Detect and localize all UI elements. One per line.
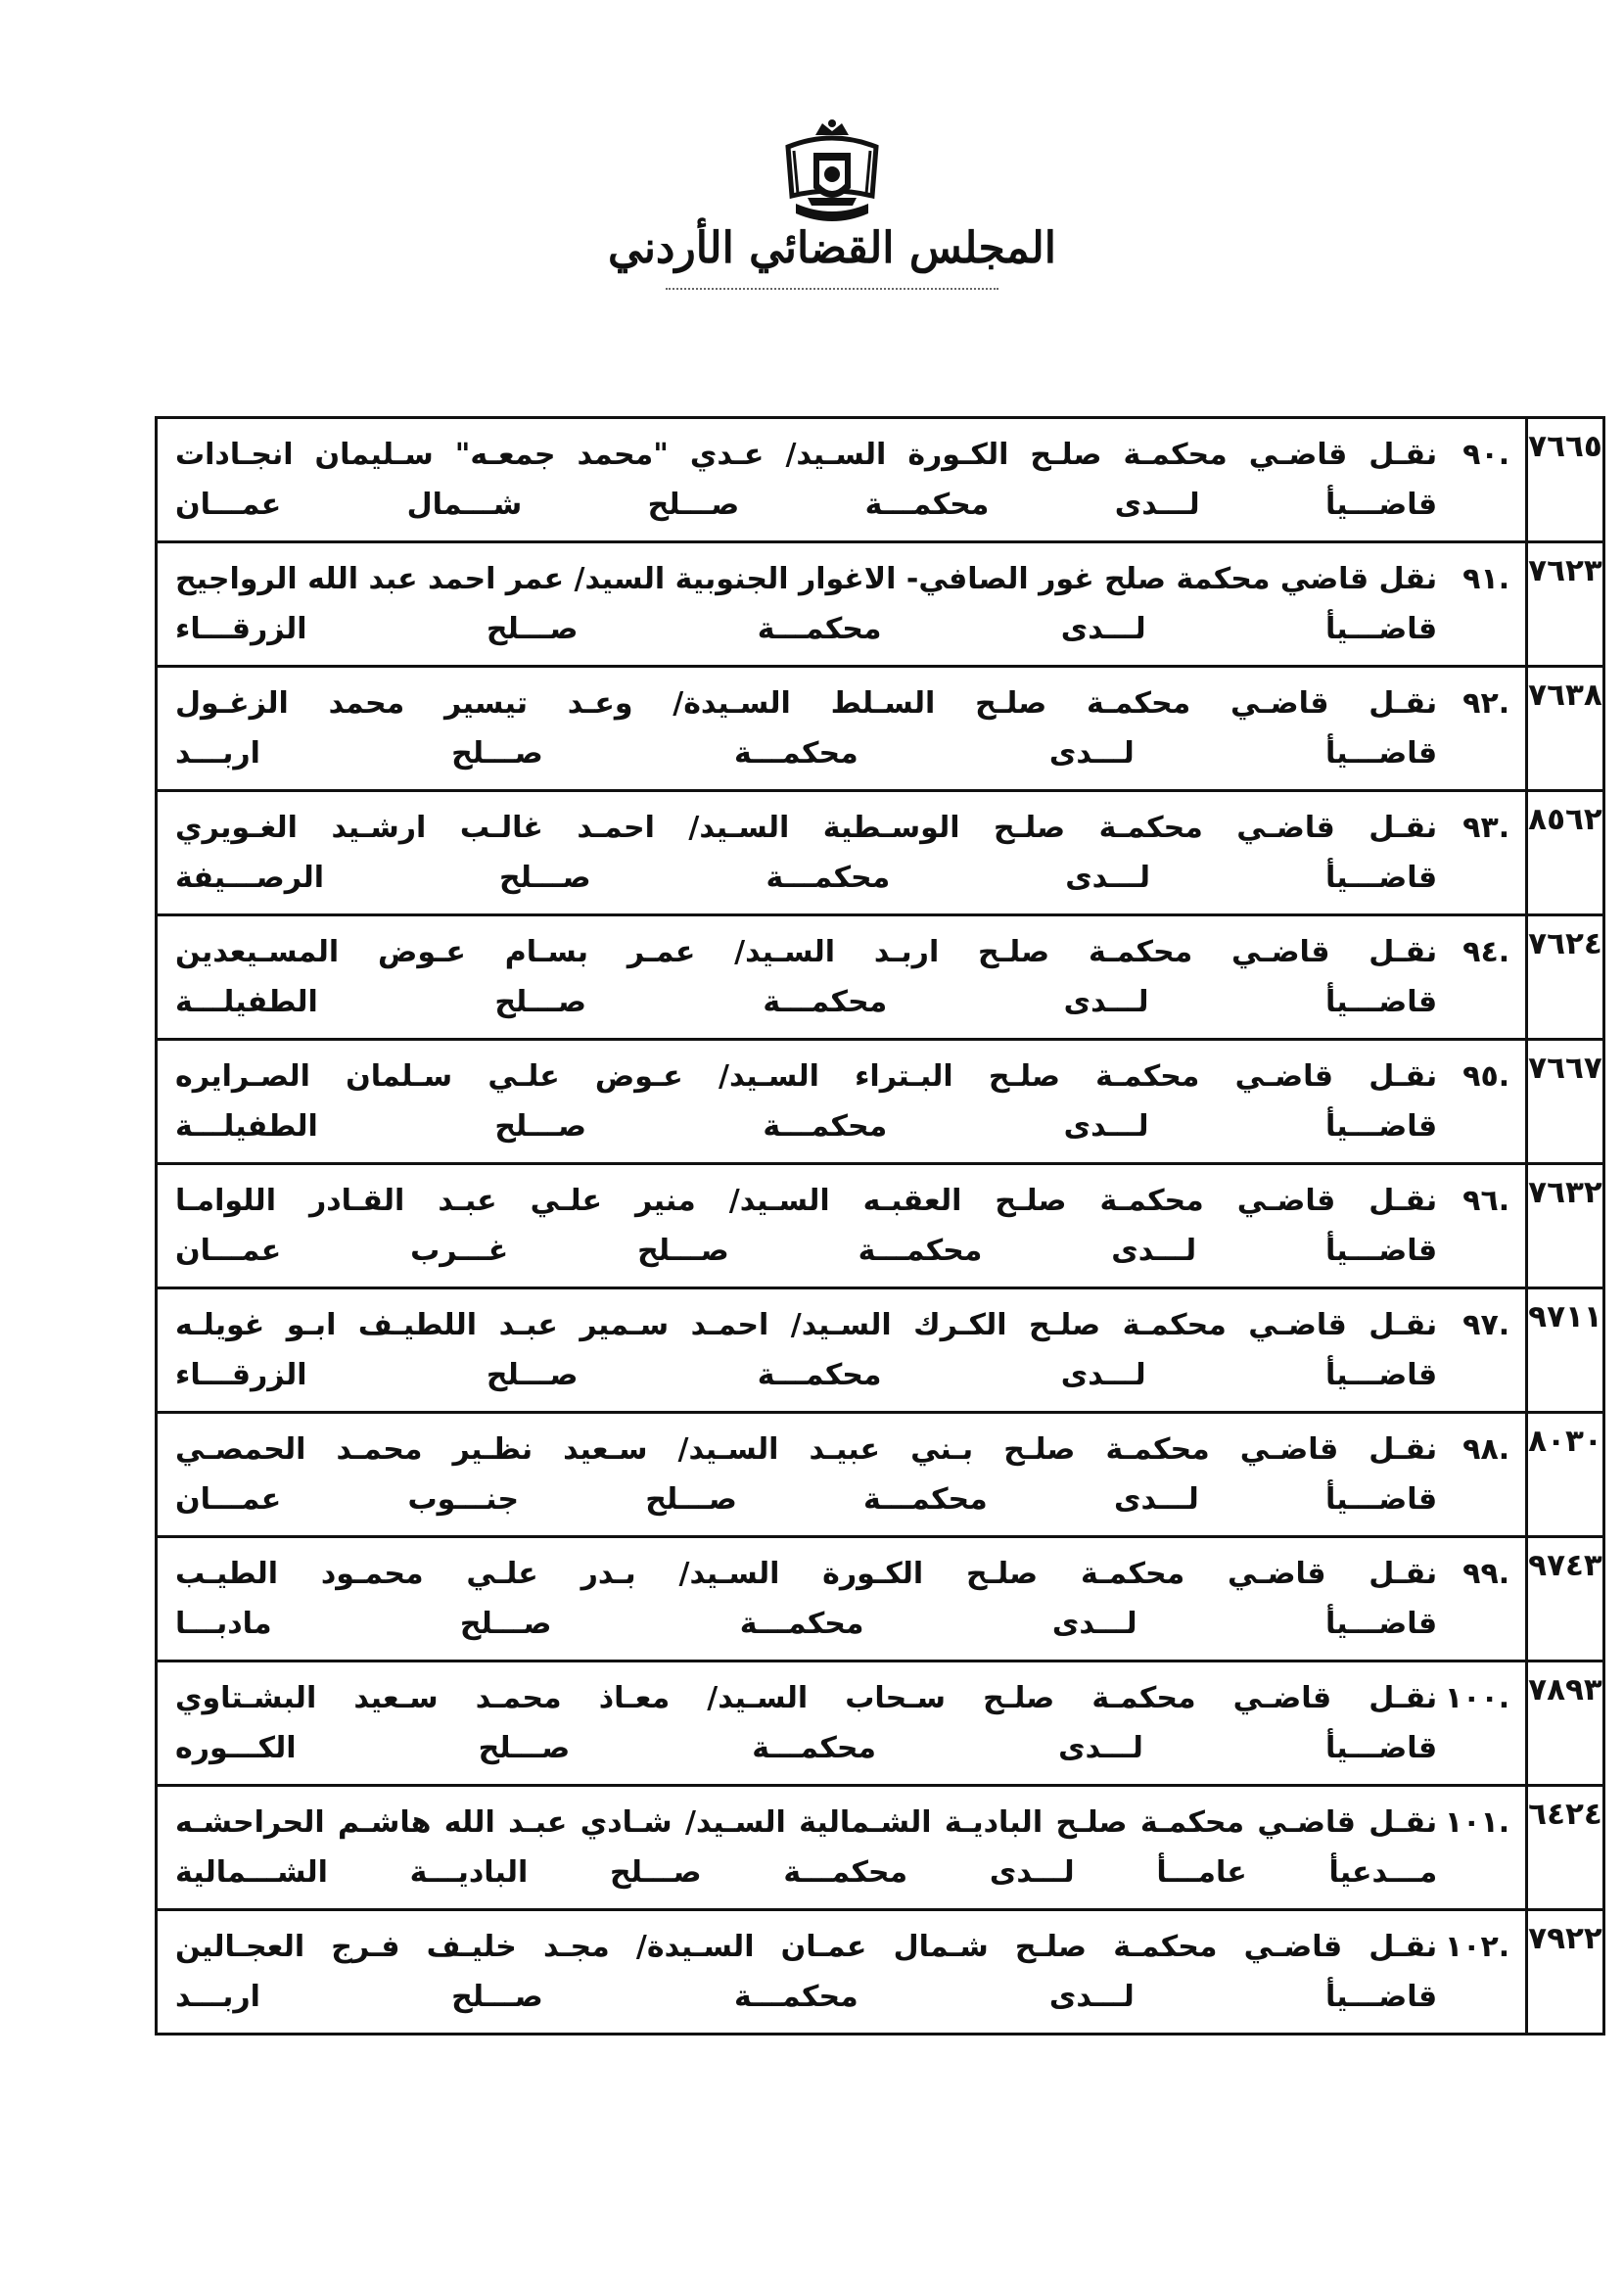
item-number: .٩٠: [1462, 438, 1510, 472]
decision-line: [175, 804, 1509, 853]
file-number-cell: ٨٥٦٢: [1527, 791, 1604, 915]
decision-line: [175, 928, 1509, 977]
file-number-cell: ٩٧٤٣: [1527, 1537, 1604, 1661]
decision-cell: [157, 418, 1527, 542]
new-position-text: قاضـــيأ لـــدى محكمـــة صـــلح اربـــد: [175, 736, 1438, 771]
file-number-cell: ٧٦٦٧: [1527, 1040, 1604, 1164]
decision-cell: [157, 667, 1527, 791]
table-row: [157, 1910, 1604, 2035]
decision-line: [175, 1177, 1509, 1226]
organization-name: المجلس القضائي الأردني: [608, 223, 1056, 273]
decision-cell: [157, 1786, 1527, 1910]
table-row: [157, 1288, 1604, 1413]
table-row: [157, 418, 1604, 542]
transfer-text: نقـل قاضـي محكمـة صلـح البـتراء السـيد/ عـوض علـي سـلمان الصـرايره: [175, 1059, 1438, 1094]
letterhead: [607, 108, 1057, 313]
item-number: .٩٤: [1462, 935, 1510, 969]
item-number: .٩٦: [1462, 1184, 1510, 1218]
item-number: .١٠١: [1444, 1805, 1510, 1840]
decision-line: [175, 1799, 1509, 1848]
item-number: .١٠٠: [1444, 1681, 1510, 1715]
file-number-cell: ٧٦٣٨: [1527, 667, 1604, 791]
new-position-text: قاضـــيأ لـــدى محكمـــة صـــلح الرصـــيفة: [175, 861, 1438, 895]
transfer-text: نقـل قاضـي محكمـة صلـح العقبـه السـيد/ منير علـي عبـد القـادر اللوامـا: [175, 1184, 1438, 1218]
new-position-text: قاضـــيأ لـــدى محكمـــة صـــلح جنـــوب عمـــان: [175, 1482, 1438, 1517]
file-number-cell: ٨٠٣٠: [1527, 1413, 1604, 1537]
decision-line: [175, 1301, 1509, 1350]
decision-cell: [157, 1164, 1527, 1288]
table-row: [157, 542, 1604, 667]
transfer-text: نقل قاضي محكمة صلح غور الصافي- الاغوار الجنوبية السيد/ عمر احمد عبد الله الرواجيح: [175, 562, 1438, 596]
transfer-text: نقـل قاضـي محكمـة صلـح شـمال عمـان السـيدة/ مجـد خليـف فـرج العجـالين: [175, 1930, 1438, 1964]
table-row: [157, 1040, 1604, 1164]
table-row: [157, 791, 1604, 915]
decision-cell: [157, 791, 1527, 915]
transfer-text: نقـل قاضـي محكمـة صلـح اربـد السـيد/ عمـر بسـام عـوض المسـيعدين: [175, 935, 1438, 969]
table-row: [157, 1786, 1604, 1910]
decision-line: [175, 1550, 1509, 1599]
letterhead-rule: [666, 288, 998, 290]
decision-line: [175, 1674, 1509, 1723]
file-number-cell: ٧٦٢٤: [1527, 915, 1604, 1040]
table-row: [157, 1537, 1604, 1661]
new-position-text: قاضـــيأ لـــدى محكمـــة صـــلح الزرقـــاء: [175, 612, 1438, 646]
item-number: .٩١: [1462, 562, 1510, 596]
coat-of-arms-emblem: [778, 117, 886, 230]
new-position-text: قاضـــيأ لـــدى محكمـــة صـــلح مادبـــا: [175, 1607, 1438, 1641]
item-number: .١٠٢: [1444, 1930, 1510, 1964]
item-number: .٩٩: [1462, 1557, 1510, 1591]
new-position-text: قاضـــيأ لـــدى محكمـــة صـــلح شـــمال عمـــان: [175, 488, 1438, 522]
transfer-text: نقـل قاضـي محكمـة صلـح الكـورة السـيد/ عـدي "محمد جمعـه" سـليمان انجـادات: [175, 438, 1438, 472]
decision-line: [175, 431, 1509, 480]
transfer-text: نقـل قاضـي محكمـة صلـح الباديـة الشـمالية السـيد/ شـادي عبـد الله هاشـم الحراحشـه: [175, 1805, 1438, 1840]
table-row: [157, 667, 1604, 791]
transfer-text: نقـل قاضـي محكمـة صلـح الكـرك السـيد/ احمـد سـمير عبـد اللطيـف ابـو غويلـه: [175, 1308, 1438, 1342]
transfer-text: نقـل قاضـي محكمـة صلـح الوسـطية السـيد/ احمـد غالـب ارشـيد الغـويري: [175, 811, 1438, 845]
transfer-text: نقـل قاضـي محكمـة صلـح بـني عبيـد السـيد/ سـعيد نظـير محمـد الحمصـي: [175, 1432, 1438, 1467]
file-number-cell: ٧٦٣٢: [1527, 1164, 1604, 1288]
decision-cell: [157, 1910, 1527, 2035]
new-position-text: مـــدعيأ عامـــأ لـــدى محكمـــة صـــلح الباديـــة الشـــمالية: [175, 1855, 1438, 1890]
file-number-cell: ٧٦٢٣: [1527, 542, 1604, 667]
transfer-text: نقـل قاضـي محكمـة صلـح الكـورة السـيد/ بـدر علـي محمـود الطيـب: [175, 1557, 1438, 1591]
item-number: .٩٧: [1462, 1308, 1510, 1342]
new-position-text: قاضـــيأ لـــدى محكمـــة صـــلح غـــرب عمـــان: [175, 1234, 1438, 1268]
decision-line: [175, 1426, 1509, 1474]
transfer-text: نقـل قاضـي محكمـة صلـح سـحاب السـيد/ معـاذ محمـد سـعيد البشـتاوي: [175, 1681, 1438, 1715]
decision-cell: [157, 542, 1527, 667]
decision-cell: [157, 1661, 1527, 1786]
file-number-cell: ٧٨٩٣: [1527, 1661, 1604, 1786]
table-row: [157, 1413, 1604, 1537]
decision-cell: [157, 1537, 1527, 1661]
transfers-table: [155, 416, 1602, 2036]
decision-line: [175, 1053, 1509, 1101]
decision-cell: [157, 1413, 1527, 1537]
table-row: [157, 915, 1604, 1040]
file-number-cell: ٩٧١١: [1527, 1288, 1604, 1413]
new-position-text: قاضـــيأ لـــدى محكمـــة صـــلح الزرقـــاء: [175, 1358, 1438, 1392]
transfer-text: نقـل قاضـي محكمـة صلـح السـلط السـيدة/ وعـد تيسير محمد الزغـول: [175, 686, 1438, 721]
item-number: .٩٥: [1462, 1059, 1510, 1094]
file-number-cell: ٧٩٢٢: [1527, 1910, 1604, 2035]
new-position-text: قاضـــيأ لـــدى محكمـــة صـــلح الطفيلـــة: [175, 1109, 1438, 1144]
table-row: [157, 1661, 1604, 1786]
new-position-text: قاضـــيأ لـــدى محكمـــة صـــلح الطفيلـــة: [175, 985, 1438, 1019]
decision-line: [175, 1923, 1509, 1972]
item-number: .٩٣: [1462, 811, 1510, 845]
file-number-cell: ٧٦٦٥: [1527, 418, 1604, 542]
decision-line: [175, 555, 1509, 604]
decision-cell: [157, 1288, 1527, 1413]
decision-cell: [157, 915, 1527, 1040]
decision-cell: [157, 1040, 1527, 1164]
table-row: [157, 1164, 1604, 1288]
file-number-cell: ٦٤٢٤: [1527, 1786, 1604, 1910]
item-number: .٩٢: [1462, 686, 1510, 721]
decision-line: [175, 679, 1509, 728]
new-position-text: قاضـــيأ لـــدى محكمـــة صـــلح الكـــوره: [175, 1731, 1438, 1765]
new-position-text: قاضـــيأ لـــدى محكمـــة صـــلح اربـــد: [175, 1980, 1438, 2014]
item-number: .٩٨: [1462, 1432, 1510, 1467]
